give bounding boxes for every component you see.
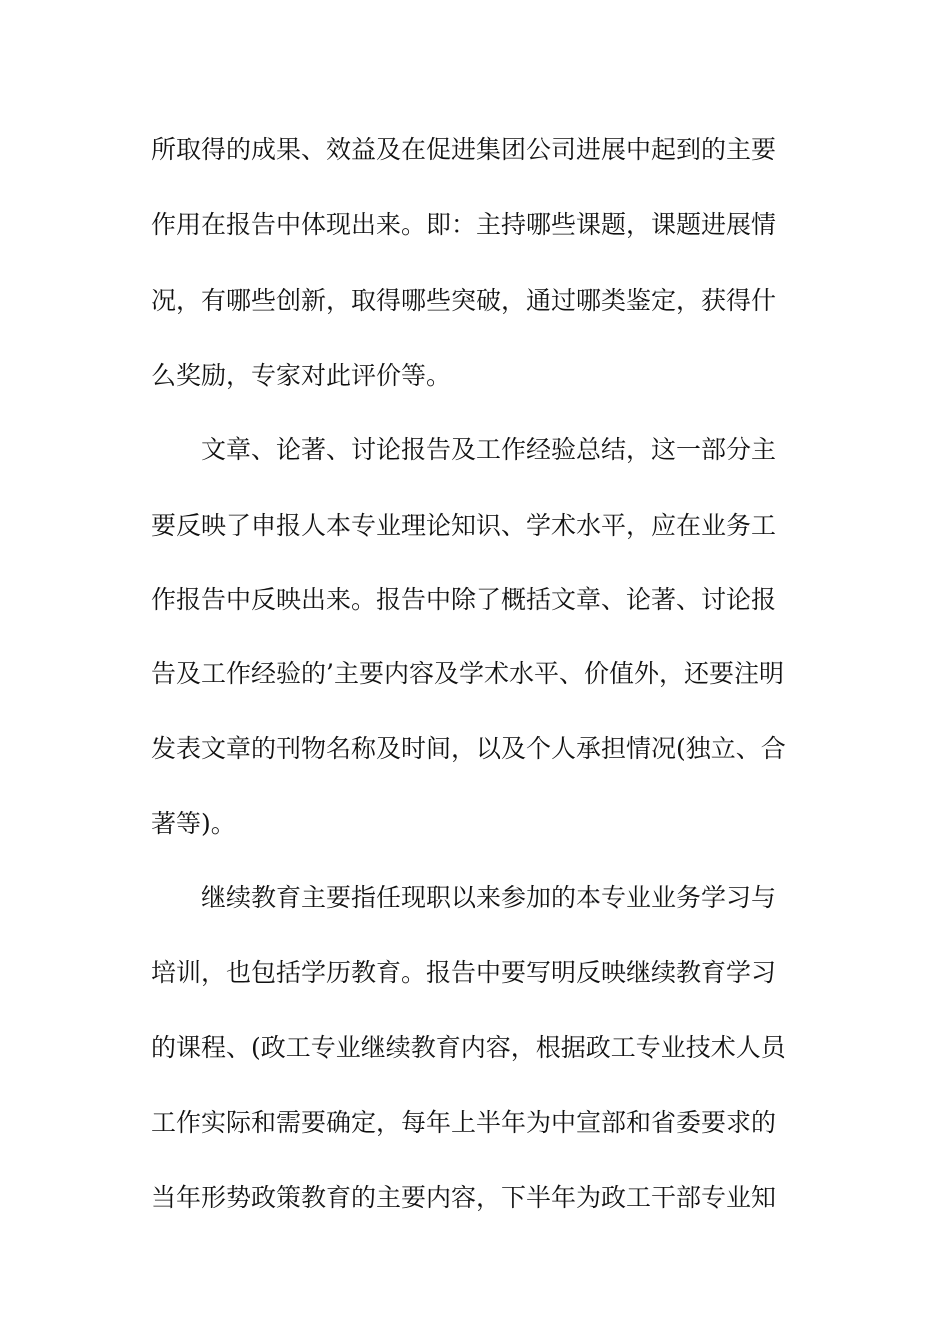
text-line: 著等)。: [151, 809, 236, 838]
text-line: 作用在报告中体现出来。即：主持哪些课题，课题进展情: [151, 210, 777, 239]
text-line: 继续教育主要指任现职以来参加的本专业业务学习与: [201, 883, 777, 912]
text-line: 文章、论著、讨论报告及工作经验总结，这一部分主: [201, 435, 777, 464]
text-line: 况，有哪些创新，取得哪些突破，通过哪类鉴定，获得什: [151, 286, 777, 315]
text-line: 工作实际和需要确定，每年上半年为中宣部和省委要求的: [151, 1108, 777, 1137]
text-line: 告及工作经验的’主要内容及学术水平、价值外，还要注明: [151, 659, 784, 688]
text-line: 发表文章的刊物名称及时间，以及个人承担情况(独立、合: [151, 734, 786, 763]
text-line: 所取得的成果、效益及在促进集团公司进展中起到的主要: [151, 135, 777, 164]
text-line: 当年形势政策教育的主要内容，下半年为政工干部专业知: [151, 1183, 777, 1212]
text-line: 作报告中反映出来。报告中除了概括文章、论著、讨论报: [151, 585, 777, 614]
text-line: 要反映了申报人本专业理论知识、学术水平，应在业务工: [151, 511, 777, 540]
text-line: 的课程、(政工专业继续教育内容，根据政工专业技术人员: [151, 1033, 786, 1062]
text-line: 么奖励，专家对此评价等。: [151, 361, 452, 390]
text-line: 培训，也包括学历教育。报告中要写明反映继续教育学习: [151, 958, 777, 987]
